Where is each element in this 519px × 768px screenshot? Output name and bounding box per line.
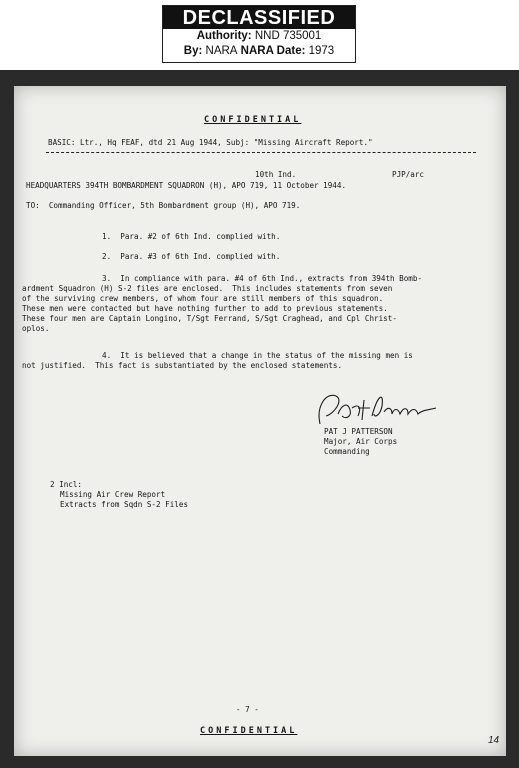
by-date-line (163, 44, 355, 59)
handwritten-page-number: 14 (488, 735, 500, 746)
signature-name: PAT J PATTERSON (324, 427, 393, 436)
headquarters-line: HEADQUARTERS 394TH BOMBARDMENT SQUADRON (H), APO 719, 11 October 1944. (26, 181, 347, 190)
paragraph-4-line: not justified. This fact is substantiated by the enclosed statements. (22, 361, 343, 370)
paragraph-3-line: 3. In compliance with para. #4 of 6th Ind., extracts from 394th Bomb- (102, 274, 423, 283)
reference-initials: PJP/arc (392, 170, 425, 179)
classification-bottom: CONFIDENTIAL (200, 726, 298, 736)
date-value: 1973 (308, 45, 335, 57)
by-label: By: (183, 45, 203, 57)
authority-value: NND 735001 (254, 30, 322, 42)
dashed-separator (46, 152, 476, 153)
paragraph-3-line: These men were contacted but have nothing further to add to previous statements. (22, 304, 388, 313)
indorsement-number: 10th Ind. (255, 170, 297, 179)
paragraph-3-line: oplos. (22, 324, 50, 333)
declassified-stamp (162, 5, 356, 63)
enclosures-header: 2 Incl: (50, 480, 83, 489)
paragraph-3-line: These four men are Captain Longino, T/Sgt Ferrand, S/Sgt Craghead, and Cpl Christ- (22, 314, 397, 323)
signature-rank: Major, Air Corps (324, 437, 398, 446)
enclosure-item: Extracts from Sqdn S-2 Files (60, 500, 189, 509)
enclosure-item: Missing Air Crew Report (60, 490, 166, 499)
signature-title: Commanding (324, 447, 370, 456)
declassified-title: DECLASSIFIED (163, 6, 355, 29)
page-number: - 7 - (236, 705, 259, 714)
basic-line: BASIC: Ltr., Hq FEAF, dtd 21 Aug 1944, Subj: "Missing Aircraft Report." (48, 138, 373, 147)
classification-top: CONFIDENTIAL (204, 115, 302, 125)
date-label: NARA Date: (240, 45, 306, 57)
by-value: NARA (205, 45, 238, 57)
paragraph-2: 2. Para. #3 of 6th Ind. complied with. (102, 252, 281, 261)
authority-line (163, 29, 355, 44)
authority-label: Authority: (196, 30, 252, 42)
paragraph-3-line: of the surviving crew members, of whom four are still members of this squadron. (22, 294, 384, 303)
to-line: TO: Commanding Officer, 5th Bombardment group (H), APO 719. (26, 201, 301, 210)
document-page (14, 86, 506, 756)
paragraph-3-line: ardment Squadron (H) S-2 files are enclosed. This includes statements from seven (22, 284, 393, 293)
paragraph-1: 1. Para. #2 of 6th Ind. complied with. (102, 232, 281, 241)
paragraph-4-line: 4. It is believed that a change in the status of the missing men is (102, 351, 413, 360)
